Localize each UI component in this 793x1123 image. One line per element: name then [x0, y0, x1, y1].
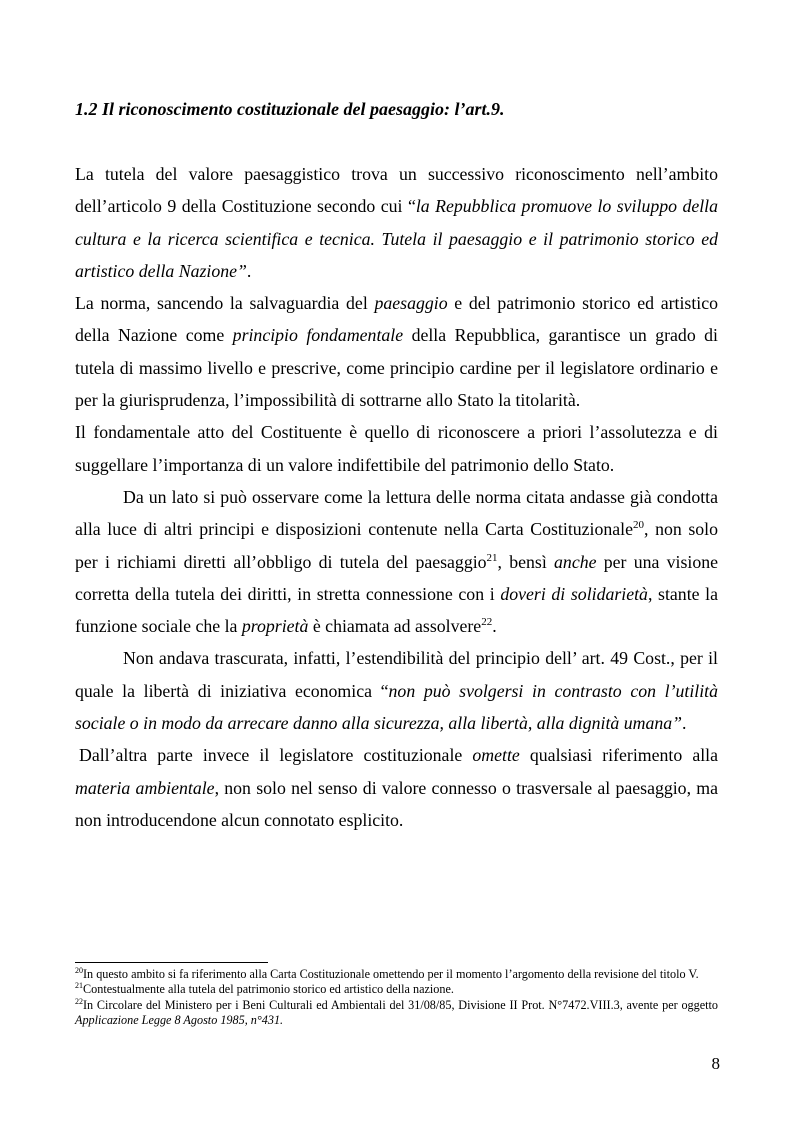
paragraph-text: , bensì	[497, 551, 555, 572]
paragraph	[75, 287, 718, 416]
footnote	[75, 998, 718, 1029]
footnote-footnote-ref: 22	[75, 996, 83, 1006]
paragraph-italic-text: doveri di solidarietà	[500, 583, 648, 604]
paragraph-text: e del patrimonio storico ed artistico della Nazione come	[75, 293, 718, 346]
paragraph-text: .	[682, 713, 687, 734]
paragraph	[75, 481, 718, 642]
paragraph	[75, 158, 718, 287]
paragraph-text: .	[492, 616, 497, 637]
paragraph-italic-text: materia ambientale	[75, 777, 215, 798]
footnote-italic-text: Applicazione Legge 8 Agosto 1985, n°431.	[75, 1013, 284, 1028]
paragraph-text: , non solo nel senso di valore connesso o trasversale al paesaggio, ma non introducendone alcun connotato esplicito.	[75, 777, 718, 830]
paragraph	[75, 416, 718, 481]
section-heading: 1.2 Il riconoscimento costituzionale del paesaggio: l’art.9.	[75, 99, 505, 119]
paragraph-footnote-ref: 20	[633, 519, 644, 532]
footnote	[75, 967, 718, 982]
footnote-footnote-ref: 21	[75, 981, 83, 991]
body-text	[75, 158, 718, 836]
paragraph-text: Il fondamentale atto del Costituente è quello di riconoscere a priori l’assolutezza e di suggellare l’importanza di un valore indifettibile del patrimonio dello Stato.	[75, 422, 718, 475]
paragraph-footnote-ref: 22	[481, 616, 493, 629]
footnote-footnote-ref: 20	[75, 966, 83, 975]
paragraph-italic-text: non può svolgersi in contrasto con l’utilità sociale o in modo da arrecare danno alla sicurezza, alla libertà, alla dignità umana”	[75, 680, 718, 734]
footnote-text: Contestualmente alla tutela del patrimonio storico ed artistico della nazione.	[83, 982, 454, 997]
paragraph-text: Non andava trascurata, infatti, l’estendibilità del principio dell’ art. 49 Cost., per il quale la libertà di iniziativa economica “	[75, 648, 718, 701]
paragraph-italic-text: omette	[472, 745, 520, 766]
paragraph-italic-text: proprietà	[241, 616, 309, 637]
paragraph-text: , stante la funzione sociale che la	[75, 583, 719, 637]
paragraph-text: per una visione corretta della tutela dei diritti, in stretta connessione con i	[75, 551, 718, 604]
paragraph-text: La tutela del valore paesaggistico trova un successivo riconoscimento nell’ambito dell’articolo 9 della Costituzione secondo cui “	[75, 164, 718, 217]
paragraph-text: della Repubblica, garantisce un grado di tutela di massimo livello e prescrive, come principio cardine per il legislatore ordinario e per la giurisprudenza, l’impossibilità di sottrarne allo Stato la titolarità.	[75, 325, 719, 411]
paragraph-italic-text: paesaggio	[374, 293, 448, 314]
footnote-text: In questo ambito si fa riferimento alla Carta Costituzionale omettendo per il momento l’argomento della revisione del titolo V.	[83, 967, 699, 981]
paragraph-italic-text: principio fondamentale	[232, 325, 404, 346]
paragraph-text: La norma, sancendo la salvaguardia del	[75, 293, 375, 314]
paragraph-text: Da un lato si può osservare come la lettura delle norma citata andasse già condotta alla luce di altri principi e disposizioni contenute nella Carta Costituzionale	[75, 486, 718, 540]
paragraph-text: , non solo per i richiami diretti all’obbligo di tutela del paesaggio	[75, 519, 718, 572]
paragraph-text: .	[246, 260, 252, 281]
footnote	[75, 982, 718, 997]
paragraph-text: è chiamata ad assolvere	[308, 616, 482, 637]
paragraph-footnote-ref: 21	[486, 551, 498, 564]
footnote-text: In Circolare del Ministero per i Beni Culturali ed Ambientali del 31/08/85, Divisione II Prot. N°7472.VIII.3, avente per oggetto	[83, 997, 718, 1012]
footnotes	[75, 967, 718, 1029]
footnote-separator	[75, 962, 268, 963]
paragraph-italic-text: anche	[554, 551, 597, 572]
paragraph	[75, 642, 718, 739]
paragraph	[75, 739, 718, 836]
paragraph-italic-text: la Repubblica promuove lo sviluppo della cultura e la ricerca scientifica e tecnica. Tutela il paesaggio e il patrimonio storico ed artistico della Nazione”	[75, 196, 719, 281]
paragraph-text: qualsiasi riferimento alla	[519, 745, 718, 766]
page-number: 8	[711, 1054, 720, 1073]
paragraph-text: Dall’altra parte invece il legislatore costituzionale	[79, 745, 473, 766]
